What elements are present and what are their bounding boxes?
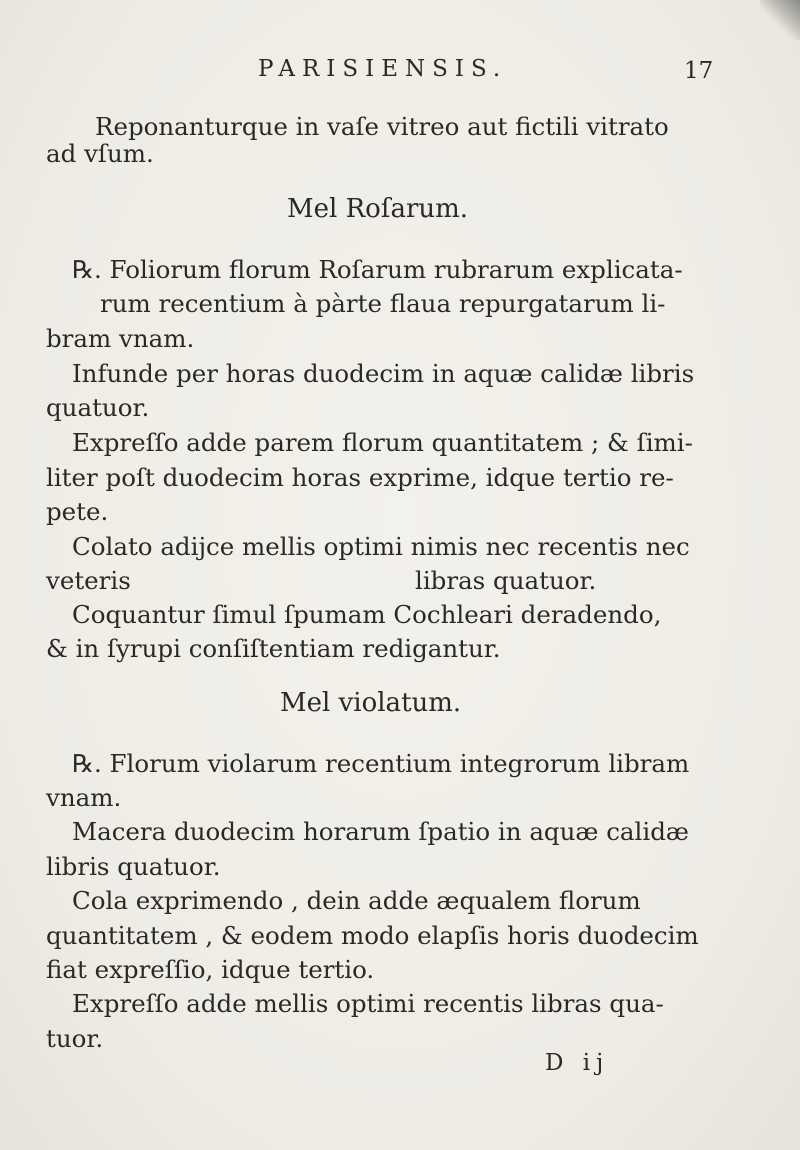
text-line: bram vnam. (46, 324, 195, 353)
text-line: Cola exprimendo , dein adde æqualem florum (72, 886, 641, 915)
text-line: Infunde per horas duodecim in aquæ calidæ libris (72, 359, 695, 388)
signature-mark: D ij (545, 1050, 610, 1076)
section-heading: Mel Roſarum. (287, 194, 469, 224)
page-corner-shadow (760, 0, 800, 40)
text-line: vnam. (46, 783, 122, 812)
text-line: ℞. Foliorum florum Roſarum rubrarum explicata- (72, 255, 683, 284)
text-line: liter poſt duodecim horas exprime, idque tertio re- (46, 463, 674, 492)
text-line: Colato adijce mellis optimi nimis nec recentis nec (72, 532, 690, 561)
text-line: & in ſyrupi conſiſtentiam redigantur. (46, 634, 501, 663)
text-line: ad vſum. (46, 139, 154, 168)
text-line: Macera duodecim horarum ſpatio in aquæ calidæ (72, 817, 689, 846)
text-line: tuor. (46, 1024, 104, 1053)
text-line: pete. (46, 497, 109, 526)
text-line: fiat expreſſio, idque tertio. (46, 955, 375, 984)
text-line: Reponanturque in vaſe vitreo aut fictili vitrato (95, 112, 669, 141)
text-line: Expreſſo adde mellis optimi recentis libras qua- (72, 989, 664, 1018)
running-title: PARISIENSIS. (258, 56, 508, 82)
text-line: quantitatem , & eodem modo elapſis horis duodecim (46, 921, 699, 950)
text-line: ℞. Florum violarum recentium integrorum libram (72, 749, 690, 778)
page-number: 17 (684, 58, 714, 84)
text-line: Expreſſo adde parem florum quantitatem ; & ſimi- (72, 428, 693, 457)
text-line: quatuor. (46, 393, 150, 422)
text-line: rum recentium à pàrte flaua repurgatarum li- (100, 289, 666, 318)
text-line: veteris (46, 566, 131, 595)
text-line: libris quatuor. (46, 852, 221, 881)
text-line: Coquantur ſimul ſpumam Cochleari deradendo, (72, 600, 662, 629)
text-line: libras quatuor. (415, 566, 597, 595)
section-heading: Mel violatum. (280, 688, 462, 718)
